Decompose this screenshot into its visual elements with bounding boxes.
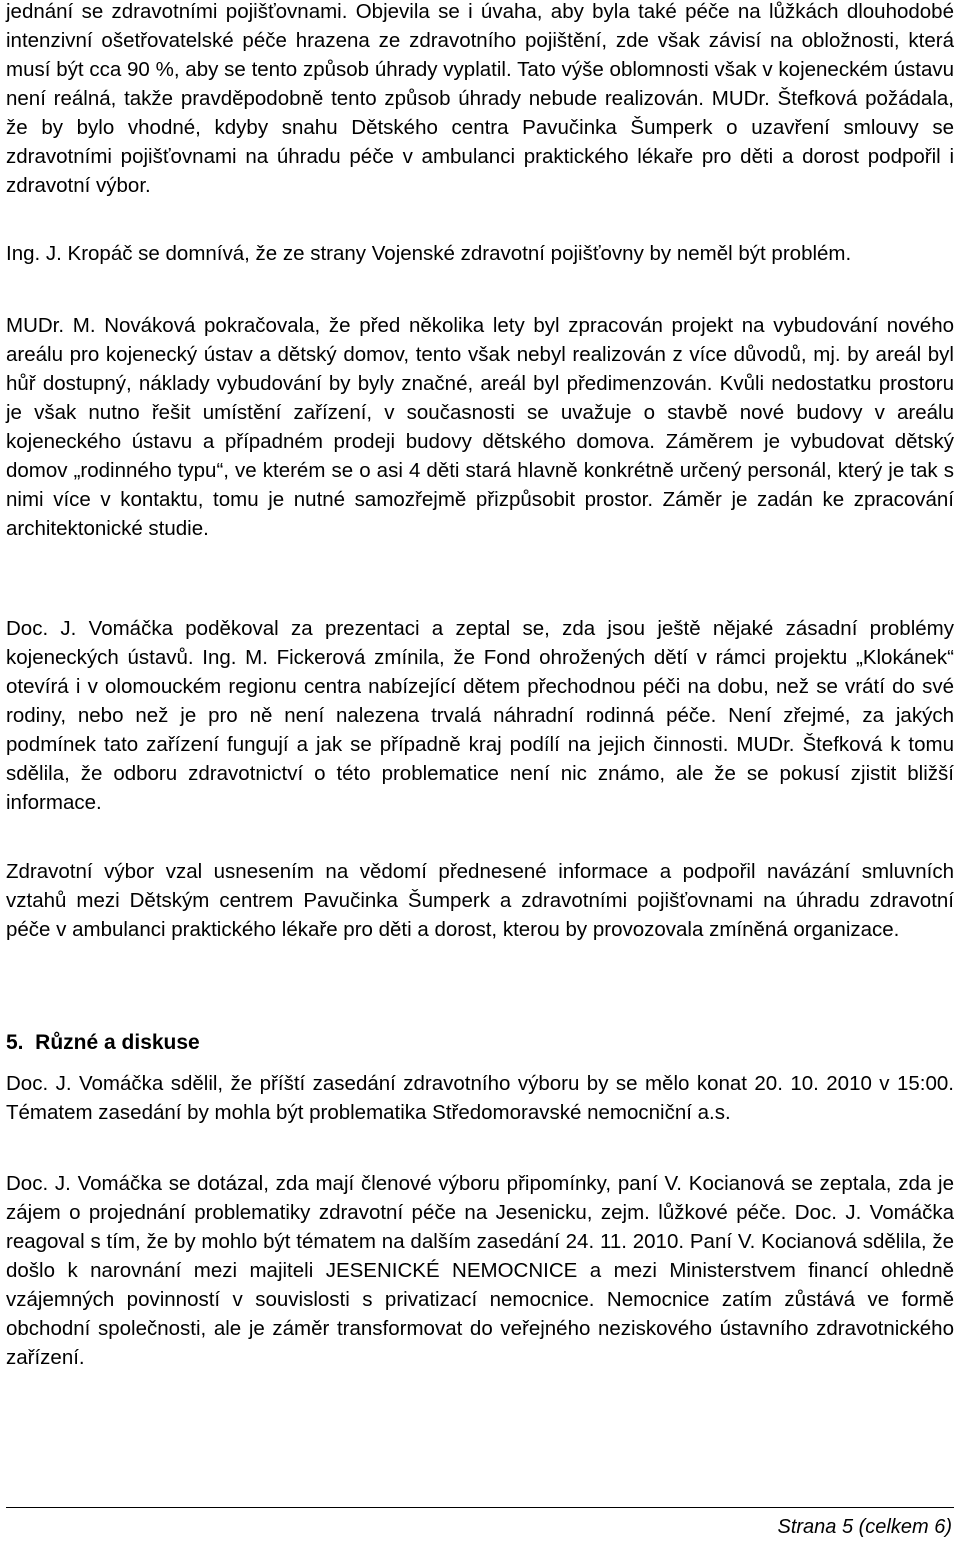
page-number: Strana 5 (celkem 6) — [777, 1516, 952, 1538]
paragraph-kropac: Ing. J. Kropáč se domnívá, že ze strany Vojenské zdravotní pojišťovny by neměl být problém. — [6, 242, 852, 265]
paragraph-vomacka-questions: Doc. J. Vomáčka poděkoval za prezentaci a zeptal se, zda jsou ještě nějaké zásadní problémy kojeneckých ústavů. Ing. M. Fickerová zmínila, že Fond ohrožených dětí v rámci projektu „Klokánek“ otevírá i v olomouckém regionu centra nabízející dětem přechodnou péči na dobu, než se vrátí do své rodiny, nebo než je pro ně není nalezena trvalá náhradní rodinná péče. Není zřejmé, za jakých podmínek tato zařízení fungují a jak se případně kraj podílí na jejich činnosti. MUDr. Štefková k tomu sdělila, že odboru zdravotnictví o této problematice není nic známo, ale že se pokusí zjistit bližší informace. — [6, 617, 954, 814]
paragraph-jesenik: Doc. J. Vomáčka se dotázal, zda mají členové výboru připomínky, paní V. Kocianová se zeptala, zda je zájem o projednání problematiky zdravotní péče na Jesenicku, zejm. lůžkové péče. Doc. J. Vomáčka reagoval s tím, že by mohlo být tématem na dalším zasedání 24. 11. 2010. Paní V. Kocianová sdělila, že došlo k narovnání mezi majiteli JESENICKÉ NEMOCNICE a mezi Ministerstvem financí ohledně vzájemných povinností v souvislosti s privatizací nemocnice. Nemocnice zatím zůstává ve formě obchodní společnosti, ale je záměr transformovat do veřejného neziskového ústavního zdravotnického zařízení. — [6, 1172, 954, 1369]
paragraph-insurance: jednání se zdravotními pojišťovnami. Objevila se i úvaha, aby byla také péče na lůžkách dlouhodobé intenzivní ošetřovatelské péče hrazena ze zdravotního pojištění, zde však závisí na obložnosti, která musí být cca 90 %, aby se tento způsob úhrady vyplatil. Tato výše oblomnosti však v kojeneckém ústavu není reálná, takže pravděpodobně tento způsob úhrady nebude realizován. MUDr. Štefková požádala, že by bylo vhodné, kdyby snahu Dětského centra Pavučinka Šumperk o uzavření smlouvy se zdravotními pojišťovnami na úhradu péče v ambulanci praktického lékaře pro děti a dorost podpořil i zdravotní výbor. — [6, 0, 954, 197]
paragraph-next-meeting: Doc. J. Vomáčka sdělil, že příští zasedání zdravotního výboru by se mělo konat 20. 10. 2010 v 15:00. Tématem zasedání by mohla být problematika Středomoravské nemocniční a.s. — [6, 1072, 954, 1124]
paragraph-resolution: Zdravotní výbor vzal usnesením na vědomí přednesené informace a podpořil navázání smluvních vztahů mezi Dětským centrem Pavučinka Šumperk a zdravotními pojišťovnami na úhradu zdravotní péče v ambulanci praktického lékaře pro děti a dorost, kterou by provozovala zmíněná organizace. — [6, 860, 954, 941]
footer-divider — [6, 1507, 954, 1508]
paragraph-novakova: MUDr. M. Nováková pokračovala, že před několika lety byl zpracován projekt na vybudování nového areálu pro kojenecký ústav a dětský domov, tento však nebyl realizován z více důvodů, mj. by areál byl hůř dostupný, náklady vybudování by byly značné, areál byl předimenzován. Kvůli nedostatku prostoru je však nutno řešit umístění zařízení, v současnosti se uvažuje o stavbě nové budovy v areálu kojeneckého ústavu a případném prodeji budovy dětského domova. Záměrem je vybudovat dětský domov „rodinného typu“, ve kterém se o asi 4 děti stará hlavně konkrétně určený personál, který je tak s nimi více v kontaktu, tomu je nutné samozřejmě přizpůsobit prostor. Záměr je zadán ke zpracování architektonické studie. — [6, 314, 954, 540]
section-heading: 5. Různé a diskuse — [6, 1031, 200, 1054]
